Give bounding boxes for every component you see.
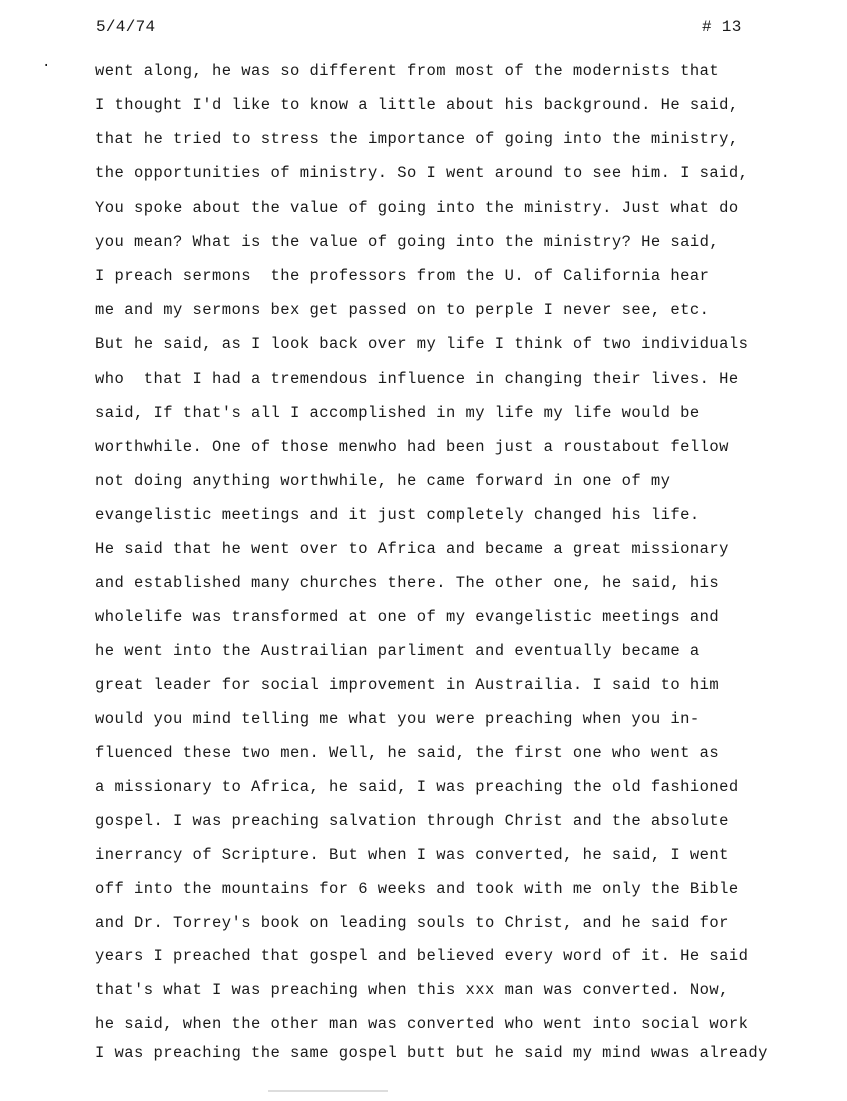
text-line: the opportunities of ministry. So I went around to see him. I said, [95, 164, 749, 182]
text-line: he went into the Austrailian parliment and eventually became a [95, 642, 700, 660]
text-line: gospel. I was preaching salvation through Christ and the absolute [95, 812, 729, 830]
scan-smudge [268, 1090, 388, 1092]
text-line: great leader for social improvement in Austrailia. I said to him [95, 676, 720, 694]
text-line: would you mind telling me what you were preaching when you in- [95, 710, 700, 728]
text-line: that he tried to stress the importance of going into the ministry, [95, 130, 739, 148]
text-line: and Dr. Torrey's book on leading souls to Christ, and he said for [95, 914, 729, 932]
text-line: me and my sermons bex get passed on to perple I never see, etc. [95, 301, 710, 319]
text-line: and established many churches there. The other one, he said, his [95, 574, 720, 592]
text-line: you mean? What is the value of going into the ministry? He said, [95, 233, 720, 251]
text-line: said, If that's all I accomplished in my life my life would be [95, 404, 700, 422]
text-line: I was preaching the same gospel butt but he said my mind wwas already [95, 1044, 768, 1062]
text-line: fluenced these two men. Well, he said, the first one who went as [95, 744, 720, 762]
text-line: You spoke about the value of going into the ministry. Just what do [95, 199, 739, 217]
text-line: not doing anything worthwhile, he came forward in one of my [95, 472, 671, 490]
text-line: inerrancy of Scripture. But when I was converted, he said, I went [95, 846, 729, 864]
text-line: worthwhile. One of those menwho had been just a roustabout fellow [95, 438, 729, 456]
text-line: But he said, as I look back over my life I think of two individuals [95, 335, 749, 353]
text-line: a missionary to Africa, he said, I was preaching the old fashioned [95, 778, 739, 796]
text-line: wholelife was transformed at one of my evangelistic meetings and [95, 608, 720, 626]
text-line: I thought I'd like to know a little about his background. He said, [95, 96, 739, 114]
margin-mark: · [42, 58, 51, 74]
text-line: went along, he was so different from most of the modernists that [95, 62, 720, 80]
text-line: He said that he went over to Africa and became a great missionary [95, 540, 729, 558]
page-date: 5/4/74 [96, 18, 156, 36]
text-line: who that I had a tremendous influence in changing their lives. He [95, 370, 739, 388]
page-number: # 13 [702, 18, 742, 36]
text-line: evangelistic meetings and it just completely changed his life. [95, 506, 700, 524]
text-line: I preach sermons the professors from the U. of California hear [95, 267, 710, 285]
text-line: that's what I was preaching when this xxx man was converted. Now, [95, 981, 729, 999]
text-line: off into the mountains for 6 weeks and took with me only the Bible [95, 880, 739, 898]
text-line: years I preached that gospel and believed every word of it. He said [95, 947, 749, 965]
text-line: he said, when the other man was converted who went into social work [95, 1015, 749, 1033]
